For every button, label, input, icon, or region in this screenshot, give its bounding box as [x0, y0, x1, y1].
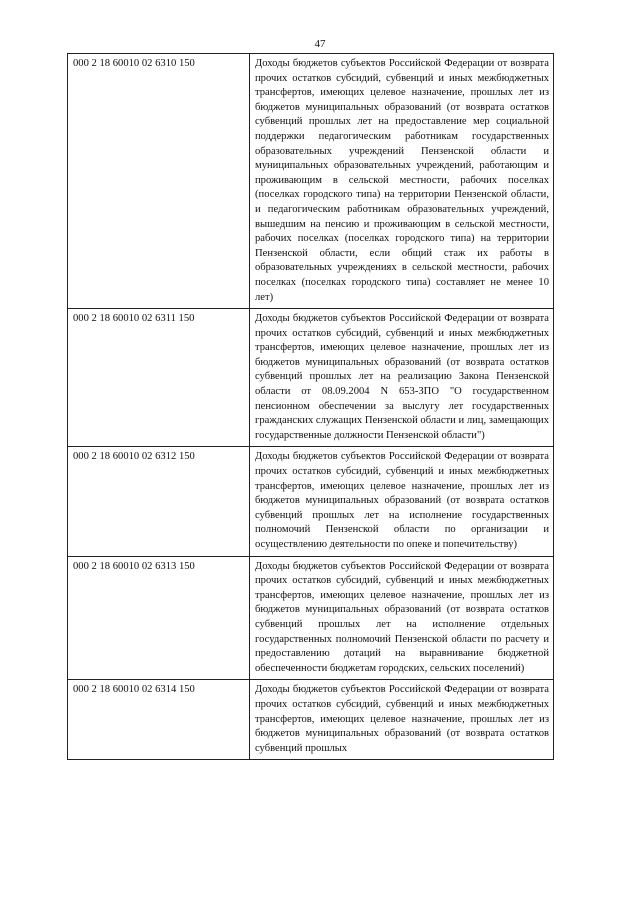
page-number: 47 [314, 38, 326, 50]
income-description-cell: Доходы бюджетов субъектов Российской Федерации от возврата прочих остатков субсидий, субвенций и иных межбюджетных трансфертов, имеющих целевое назначение, прошлых лет из бюджетов муниципальных образований (от возврата остатков субвенций прошлых лет на исполнение отдельных государственных полномочий Пензенской области по расчету и предоставлению дотаций на выравнивание бюджетной обеспеченности бюджетам городских, сельских поселений) [250, 556, 554, 680]
budget-code-cell: 000 2 18 60010 02 6310 150 [68, 54, 250, 309]
budget-classification-table [67, 53, 554, 760]
income-description-cell: Доходы бюджетов субъектов Российской Федерации от возврата прочих остатков субсидий, субвенций и иных межбюджетных трансфертов, имеющих целевое назначение, прошлых лет из бюджетов муниципальных образований (от возврата остатков субвенций прошлых лет на исполнение государственных полномочий Пензенской области по организации и осуществлению деятельности по опеке и попечительству) [250, 447, 554, 556]
table-row [68, 556, 554, 680]
budget-code-cell: 000 2 18 60010 02 6312 150 [68, 447, 250, 556]
income-description-cell: Доходы бюджетов субъектов Российской Федерации от возврата прочих остатков субсидий, субвенций и иных межбюджетных трансфертов, имеющих целевое назначение, прошлых лет из бюджетов муниципальных образований (от возврата остатков субвенций прошлых [250, 680, 554, 760]
table-row [68, 680, 554, 760]
table-row [68, 54, 554, 309]
table-row [68, 309, 554, 447]
table-row [68, 447, 554, 556]
budget-code-cell: 000 2 18 60010 02 6311 150 [68, 309, 250, 447]
income-description-cell: Доходы бюджетов субъектов Российской Федерации от возврата прочих остатков субсидий, субвенций и иных межбюджетных трансфертов, имеющих целевое назначение, прошлых лет из бюджетов муниципальных образований (от возврата остатков субвенций прошлых лет на предоставление мер социальной поддержки педагогическим работникам государственных образовательных учреждений Пензенской области и муниципальных образовательных учреждений, работающим и проживающим в сельской местности, рабочих поселках (поселках городского типа) на территории Пензенской области, и педагогическим работникам образовательных учреждений, вышедшим на пенсию и проживающим в сельской местности, рабочих поселках (поселках городского типа) на территории Пензенской области, если общий стаж их работы в образовательных учреждениях в сельской местности, рабочих поселках (поселках городского типа) составляет не менее 10 лет) [250, 54, 554, 309]
budget-code-cell: 000 2 18 60010 02 6313 150 [68, 556, 250, 680]
budget-code-cell: 000 2 18 60010 02 6314 150 [68, 680, 250, 760]
income-description-cell: Доходы бюджетов субъектов Российской Федерации от возврата прочих остатков субсидий, субвенций и иных межбюджетных трансфертов, имеющих целевое назначение, прошлых лет из бюджетов муниципальных образований (от возврата остатков субвенций прошлых лет на реализацию Закона Пензенской области от 08.09.2004 N 653-ЗПО "О государственном пенсионном обеспечении за выслугу лет государственных гражданских служащих Пензенской области и лиц, замещающих государственные должности Пензенской области") [250, 309, 554, 447]
